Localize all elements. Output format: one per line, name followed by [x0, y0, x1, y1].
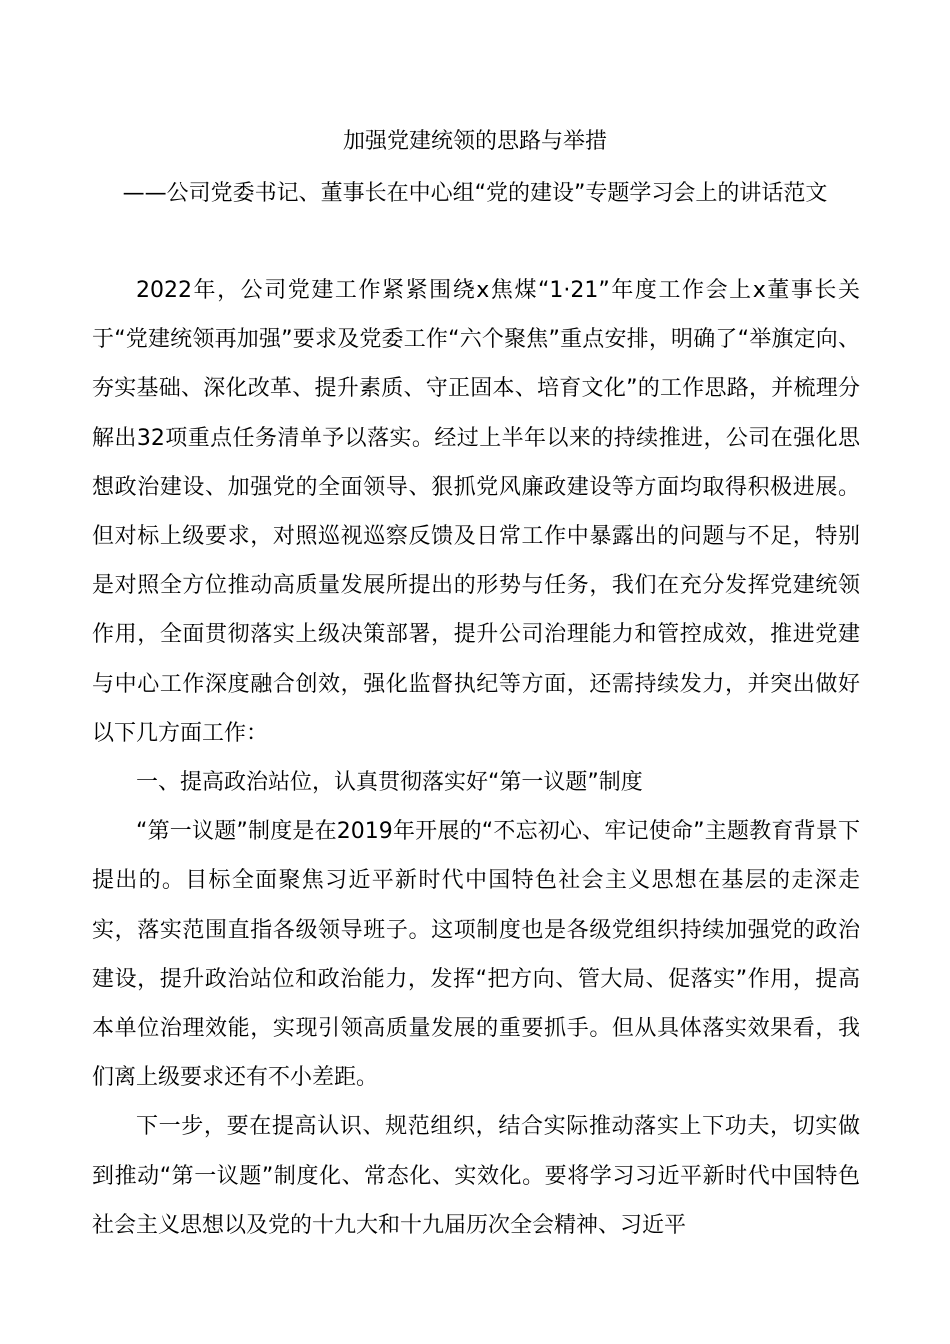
paragraph-first-topic-system: “第一议题”制度是在2019年开展的“不忘初心、牢记使命”主题教育背景下提出的。目标全面聚焦习近平新时代中国特色社会主义思想在基层的走深走实，落实范围直指各级领导班子。这项制度也是各级党组织持续加强党的政治建设，提升政治站位和政治能力，发挥“把方向、管大局、促落实”作用，提高本单位治理效能，实现引领高质量发展的重要抓手。但从具体落实效果看，我们离上级要求还有不小差距。: [92, 819, 860, 1091]
paragraph-intro: 2022年，公司党建工作紧紧围绕x焦煤“1·21”年度工作会上x董事长关于“党建统领再加强”要求及党委工作“六个聚焦”重点安排，明确了“举旗定向、夯实基础、深化改革、提升素质、守正固本、培育文化”的工作思路，并梳理分解出32项重点任务清单予以落实。经过上半年以来的持续推进，公司在强化思想政治建设、加强党的全面领导、狠抓党风廉政建设等方面均取得积极进展。但对标上级要求，对照巡视巡察反馈及日常工作中暴露出的问题与不足，特别是对照全方位推动高质量发展所提出的形势与任务，我们在充分发挥党建统领作用，全面贯彻落实上级决策部署，提升公司治理能力和管控成效，推进党建与中心工作深度融合创效，强化监督执纪等方面，还需持续发力，并突出做好以下几方面工作：: [92, 278, 860, 746]
document-body: [92, 266, 860, 1250]
document-subtitle: ——公司党委书记、董事长在中心组“党的建设”专题学习会上的讲话范文: [122, 181, 828, 206]
section-heading-1: 一、提高政治站位，认真贯彻落实好“第一议题”制度: [136, 770, 643, 796]
paragraph-next-steps: 下一步，要在提高认识、规范组织，结合实际推动落实上下功夫，切实做到推动“第一议题”制度化、常态化、实效化。要将学习习近平新时代中国特色社会主义思想以及党的十九大和十九届历次全会精神、习近平: [92, 1114, 860, 1238]
document-title: 加强党建统领的思路与举措: [342, 129, 607, 154]
